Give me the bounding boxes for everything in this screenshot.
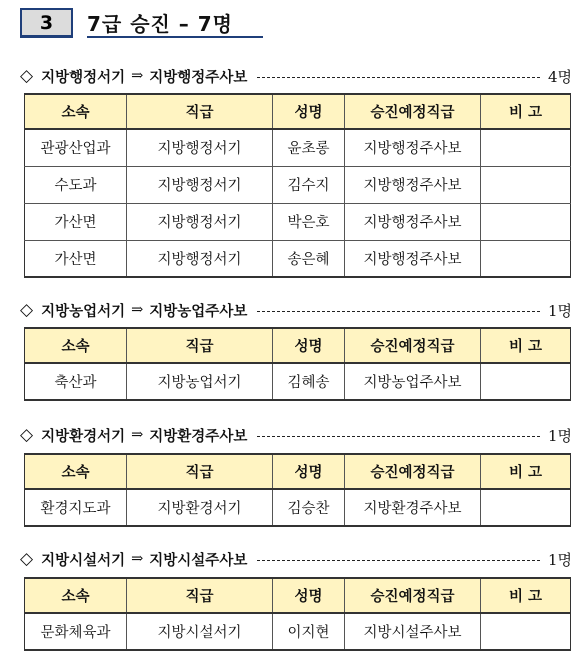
diamond-bullet-icon: ◇ (20, 66, 34, 86)
dash-leader (257, 311, 540, 312)
table-cell: 지방시설주사보 (345, 613, 481, 650)
page-header (20, 6, 263, 40)
table-cell: 지방행정서기 (127, 203, 273, 240)
column-header: 승진예정직급 (345, 328, 481, 363)
section-heading (20, 65, 572, 87)
section-heading (20, 299, 572, 321)
promotion-count: 1명 (547, 426, 572, 445)
table-row (25, 203, 571, 240)
table-cell: 문화체육과 (25, 613, 127, 650)
table-cell: 지방행정주사보 (345, 240, 481, 277)
table-cell: 지방행정서기 (127, 240, 273, 277)
table-cell (481, 240, 571, 277)
column-header: 승진예정직급 (345, 578, 481, 613)
section-heading (20, 548, 572, 570)
table-header-row (25, 454, 571, 489)
table-row (25, 613, 571, 650)
table-header-row (25, 328, 571, 363)
arrow-icon: ⇒ (131, 427, 144, 443)
table-row (25, 240, 571, 277)
diamond-bullet-icon: ◇ (20, 549, 34, 569)
table-cell: 박은호 (273, 203, 345, 240)
dash-leader (257, 77, 540, 78)
column-header: 성명 (273, 328, 345, 363)
current-rank: 지방시설서기 (41, 551, 126, 569)
column-header: 소속 (25, 94, 127, 129)
current-rank: 지방환경서기 (41, 427, 126, 445)
column-header: 성명 (273, 454, 345, 489)
target-rank: 지방행정주사보 (149, 68, 248, 86)
promotion-table (24, 453, 571, 527)
table-header-row (25, 578, 571, 613)
table-row (25, 363, 571, 400)
column-header: 직급 (127, 454, 273, 489)
table-cell: 김수지 (273, 166, 345, 203)
table-cell: 지방농업주사보 (345, 363, 481, 400)
table-cell: 지방환경주사보 (345, 489, 481, 526)
column-header: 성명 (273, 578, 345, 613)
column-header: 직급 (127, 328, 273, 363)
table-cell (481, 166, 571, 203)
table-cell: 지방시설서기 (127, 613, 273, 650)
table-cell: 윤초롱 (273, 129, 345, 166)
table-cell (481, 489, 571, 526)
table-cell: 지방농업서기 (127, 363, 273, 400)
section-number-badge: 3 (20, 8, 73, 38)
table-cell (481, 203, 571, 240)
promotion-table (24, 93, 571, 278)
target-rank: 지방환경주사보 (149, 427, 248, 445)
page-title: 7급 승진 – 7명 (87, 8, 263, 38)
table-cell: 가산면 (25, 203, 127, 240)
arrow-icon: ⇒ (131, 302, 144, 318)
column-header: 직급 (127, 94, 273, 129)
table-cell: 지방행정서기 (127, 129, 273, 166)
promotion-table (24, 577, 571, 651)
target-rank: 지방시설주사보 (149, 551, 248, 569)
table-cell: 축산과 (25, 363, 127, 400)
promotion-count: 1명 (547, 301, 572, 320)
column-header: 소속 (25, 578, 127, 613)
dash-leader (257, 436, 540, 437)
table-cell: 김혜송 (273, 363, 345, 400)
table-row (25, 489, 571, 526)
column-header: 승진예정직급 (345, 454, 481, 489)
diamond-bullet-icon: ◇ (20, 300, 34, 320)
table-cell: 이지현 (273, 613, 345, 650)
table-row (25, 129, 571, 166)
table-cell: 송은혜 (273, 240, 345, 277)
table-cell: 지방행정서기 (127, 166, 273, 203)
dash-leader (257, 560, 540, 561)
table-cell: 지방행정주사보 (345, 129, 481, 166)
table-cell: 김승찬 (273, 489, 345, 526)
promotion-count: 1명 (547, 550, 572, 569)
table-cell (481, 129, 571, 166)
promotion-table (24, 327, 571, 401)
column-header: 성명 (273, 94, 345, 129)
current-rank: 지방농업서기 (41, 302, 126, 320)
column-header: 비 고 (481, 94, 571, 129)
target-rank: 지방농업주사보 (149, 302, 248, 320)
current-rank: 지방행정서기 (41, 68, 126, 86)
column-header: 소속 (25, 328, 127, 363)
table-cell (481, 613, 571, 650)
column-header: 비 고 (481, 328, 571, 363)
diamond-bullet-icon: ◇ (20, 425, 34, 445)
column-header: 소속 (25, 454, 127, 489)
promotion-count: 4명 (547, 67, 572, 86)
arrow-icon: ⇒ (131, 68, 144, 84)
table-cell: 지방행정주사보 (345, 166, 481, 203)
table-cell: 수도과 (25, 166, 127, 203)
table-cell: 지방환경서기 (127, 489, 273, 526)
table-cell: 관광산업과 (25, 129, 127, 166)
table-cell: 환경지도과 (25, 489, 127, 526)
table-cell: 가산면 (25, 240, 127, 277)
table-header-row (25, 94, 571, 129)
column-header: 비 고 (481, 578, 571, 613)
section-heading (20, 424, 572, 446)
arrow-icon: ⇒ (131, 551, 144, 567)
column-header: 승진예정직급 (345, 94, 481, 129)
column-header: 비 고 (481, 454, 571, 489)
column-header: 직급 (127, 578, 273, 613)
table-row (25, 166, 571, 203)
table-cell: 지방행정주사보 (345, 203, 481, 240)
table-cell (481, 363, 571, 400)
